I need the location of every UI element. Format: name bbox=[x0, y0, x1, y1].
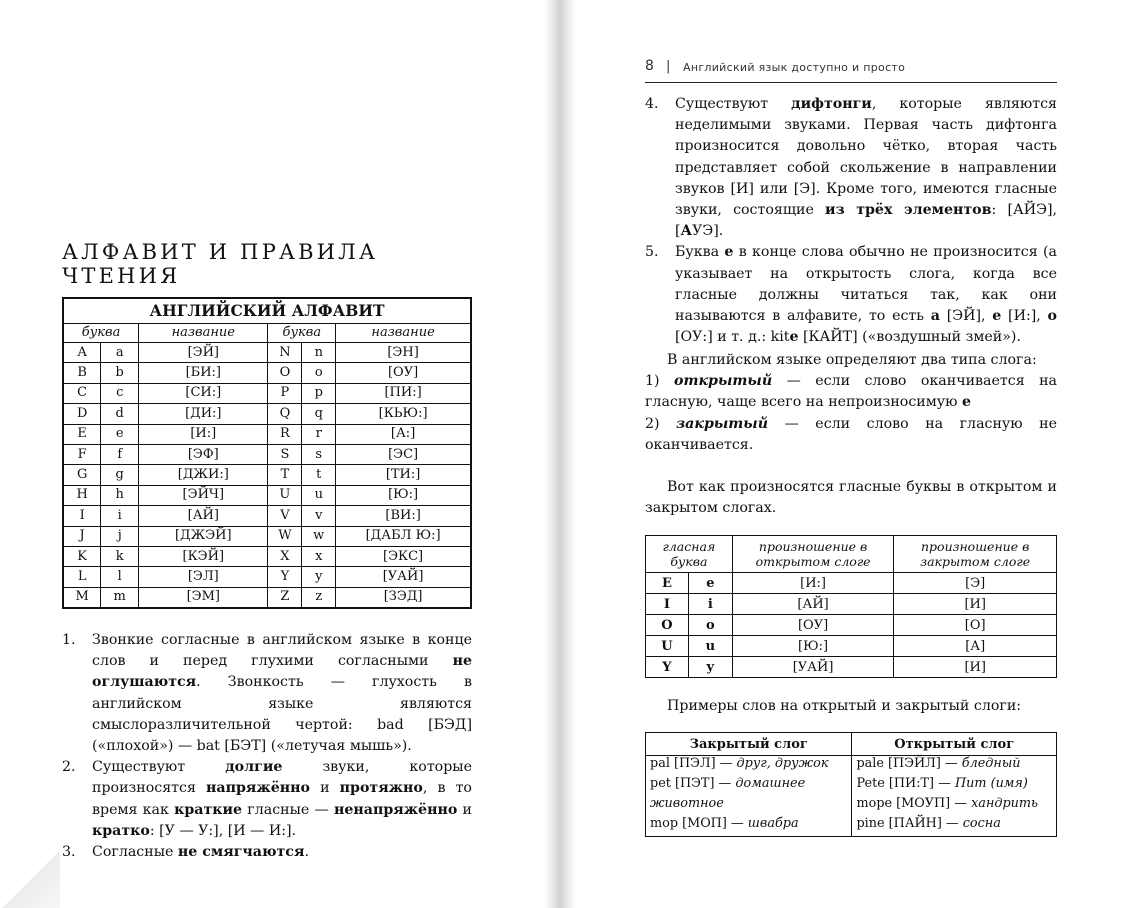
book-title: Английский язык доступно и просто bbox=[683, 61, 906, 74]
header-letter: буква bbox=[63, 324, 139, 343]
examples-table bbox=[645, 732, 1057, 837]
alphabet-cell: y bbox=[302, 567, 336, 587]
reading-rules-list-continued bbox=[645, 94, 1057, 348]
alphabet-row bbox=[63, 587, 471, 608]
alphabet-table bbox=[62, 297, 472, 609]
alphabet-cell: I bbox=[63, 506, 101, 526]
example-meaning: хандрить bbox=[971, 796, 1039, 811]
alphabet-cell: l bbox=[101, 567, 139, 587]
alphabet-cell: O bbox=[268, 363, 302, 383]
list-number: 4. bbox=[645, 96, 659, 112]
list-number: 5. bbox=[645, 244, 659, 261]
text-run: 1) bbox=[645, 373, 674, 390]
alphabet-cell: i bbox=[101, 506, 139, 526]
example-row bbox=[646, 776, 1057, 796]
header-open-syllable: Открытый слог bbox=[852, 733, 1057, 756]
alphabet-cell: S bbox=[268, 444, 302, 464]
text-run: , в то время как bbox=[92, 780, 472, 818]
emphasis-text: закрытый bbox=[676, 415, 769, 432]
alphabet-cell: N bbox=[268, 343, 302, 363]
text-run: [ЭЙ], bbox=[939, 308, 993, 325]
bold-text: кратко bbox=[92, 822, 150, 839]
list-item bbox=[62, 630, 472, 757]
alphabet-cell: [ОУ] bbox=[336, 363, 471, 383]
page-number: 8 bbox=[645, 58, 654, 74]
vowel-cell: U bbox=[646, 636, 689, 657]
vowel-cell: u bbox=[688, 636, 732, 657]
example-transcription: [МОУП] — bbox=[892, 796, 972, 811]
text-run: , которые являются неделимыми звуками. Первая часть дифтонга произносится довольно чётко, вторая часть представляет собой скольжение в направлении звуков [И] или [Э]. Кроме того, имеются гласные звуки, состоящие bbox=[675, 96, 1057, 219]
vowel-cell: E bbox=[646, 573, 689, 594]
alphabet-row bbox=[63, 363, 471, 383]
example-meaning: животное bbox=[650, 796, 724, 811]
alphabet-cell: Z bbox=[268, 587, 302, 608]
alphabet-cell: P bbox=[268, 383, 302, 403]
text-run: . bbox=[304, 844, 309, 861]
bold-text: ненапряжённо bbox=[333, 801, 458, 818]
alphabet-cell: K bbox=[63, 546, 101, 566]
alphabet-cell: [ПИ:] bbox=[336, 383, 471, 403]
alphabet-table-caption: АНГЛИЙСКИЙ АЛФАВИТ bbox=[63, 298, 471, 324]
text-run: звуки, которые произносятся bbox=[92, 759, 472, 797]
alphabet-cell: s bbox=[302, 444, 336, 464]
alphabet-cell: Y bbox=[268, 567, 302, 587]
chapter-title: АЛФАВИТ И ПРАВИЛА ЧТЕНИЯ bbox=[62, 240, 379, 288]
vowel-row bbox=[646, 573, 1057, 594]
alphabet-cell: [ЭН] bbox=[336, 343, 471, 363]
header-name: название bbox=[336, 324, 471, 343]
example-cell bbox=[646, 796, 852, 816]
alphabet-row bbox=[63, 567, 471, 587]
alphabet-cell: g bbox=[101, 465, 139, 485]
text-run: и bbox=[457, 801, 472, 818]
alphabet-row bbox=[63, 546, 471, 566]
bold-text: не оглушаются bbox=[92, 653, 472, 691]
text-run: — если слово на гласную не оканчивается. bbox=[645, 415, 1058, 453]
alphabet-row bbox=[63, 444, 471, 464]
vowel-cell: [И] bbox=[894, 657, 1057, 678]
alphabet-cell: [А:] bbox=[336, 424, 471, 444]
alphabet-cell: M bbox=[63, 587, 101, 608]
alphabet-cell: T bbox=[268, 465, 302, 485]
alphabet-row bbox=[63, 485, 471, 505]
bold-text: краткие bbox=[174, 801, 243, 818]
page-corner bbox=[0, 838, 60, 908]
vowel-cell: I bbox=[646, 594, 689, 615]
vowel-row bbox=[646, 657, 1057, 678]
alphabet-cell: [СИ:] bbox=[139, 383, 268, 403]
example-meaning: швабра bbox=[747, 816, 799, 831]
bold-text: e bbox=[961, 394, 971, 411]
example-transcription: [ПЭЙЛ] — bbox=[883, 756, 962, 771]
alphabet-cell: x bbox=[302, 546, 336, 566]
text-run: : [АЙЭ], [ bbox=[675, 202, 1058, 240]
alphabet-cell: p bbox=[302, 383, 336, 403]
emphasis-text: открытый bbox=[673, 373, 773, 390]
alphabet-cell: [ЭЛ] bbox=[139, 567, 268, 587]
example-cell bbox=[852, 776, 1057, 796]
bold-text: e bbox=[992, 308, 1002, 325]
text-run: Существуют bbox=[675, 96, 792, 112]
running-header bbox=[645, 58, 1057, 83]
alphabet-cell: [АЙ] bbox=[139, 506, 268, 526]
alphabet-row bbox=[63, 526, 471, 546]
alphabet-cell: c bbox=[101, 383, 139, 403]
bold-text: из трёх элементов bbox=[825, 202, 992, 219]
alphabet-cell: [ДАБЛ Ю:] bbox=[336, 526, 471, 546]
list-number: 2. bbox=[62, 759, 76, 776]
text-run: . Звонкость — глухость в английском языке являются смыслоразличительной чертой: bad [БЭД] («плохой») — bat [БЭТ] («летучая мышь»). bbox=[92, 674, 472, 755]
example-cell bbox=[852, 756, 1057, 777]
alphabet-cell: d bbox=[101, 404, 139, 424]
text-run: и bbox=[309, 780, 340, 797]
header-letter: буква bbox=[268, 324, 336, 343]
alphabet-cell: f bbox=[101, 444, 139, 464]
alphabet-cell: a bbox=[101, 343, 139, 363]
alphabet-cell: [ЭЙ] bbox=[139, 343, 268, 363]
vowel-cell: y bbox=[688, 657, 732, 678]
header-open: произношение в открытом слоге bbox=[732, 536, 894, 573]
text-run: гласные — bbox=[242, 801, 334, 818]
alphabet-cell: H bbox=[63, 485, 101, 505]
text-run: в конце слова обычно не произносится (а указывает на открытость слога, когда все гласные должны читаться так, как они называются в алфавите, то есть bbox=[675, 244, 1057, 325]
alphabet-cell: W bbox=[268, 526, 302, 546]
example-word: pal bbox=[650, 756, 670, 771]
syllable-types-paragraph bbox=[645, 350, 1057, 456]
alphabet-cell: q bbox=[302, 404, 336, 424]
alphabet-row bbox=[63, 424, 471, 444]
example-cell bbox=[646, 756, 852, 777]
alphabet-cell: [УАЙ] bbox=[336, 567, 471, 587]
alphabet-cell: [ВИ:] bbox=[336, 506, 471, 526]
alphabet-cell: h bbox=[101, 485, 139, 505]
alphabet-cell: k bbox=[101, 546, 139, 566]
list-number: 3. bbox=[62, 844, 76, 861]
example-word: pine bbox=[856, 816, 885, 831]
alphabet-cell: t bbox=[302, 465, 336, 485]
bold-text: не смягчаются bbox=[177, 844, 305, 861]
vowel-cell: [О] bbox=[894, 615, 1057, 636]
text-run: Звонкие согласные в английском языке в конце слов и перед глухими согласными bbox=[92, 632, 472, 670]
text-run: УЭ]. bbox=[692, 223, 724, 240]
bold-text: дифтонги bbox=[791, 96, 872, 112]
text-run: [КАЙТ] («воздушный змей»). bbox=[798, 329, 1021, 346]
example-transcription: [ПЭЛ] — bbox=[669, 756, 737, 771]
example-cell bbox=[646, 776, 852, 796]
text-run: 2) bbox=[645, 415, 677, 432]
alphabet-row bbox=[63, 506, 471, 526]
alphabet-row bbox=[63, 465, 471, 485]
example-word: mop bbox=[650, 816, 679, 831]
alphabet-cell: A bbox=[63, 343, 101, 363]
list-item bbox=[62, 757, 472, 842]
example-row bbox=[646, 796, 1057, 816]
text-run: [ОУ:] и т. д.: kit bbox=[675, 329, 790, 346]
alphabet-cell: [ЭФ] bbox=[139, 444, 268, 464]
example-meaning: сосна bbox=[962, 816, 1001, 831]
vowel-cell: o bbox=[688, 615, 732, 636]
alphabet-cell: V bbox=[268, 506, 302, 526]
alphabet-cell: [ЭМ] bbox=[139, 587, 268, 608]
alphabet-cell: [ЭЙЧ] bbox=[139, 485, 268, 505]
example-cell bbox=[852, 796, 1057, 816]
example-transcription: [МОП] — bbox=[678, 816, 748, 831]
text-run: Буква bbox=[675, 244, 725, 261]
alphabet-cell: w bbox=[302, 526, 336, 546]
alphabet-cell: u bbox=[302, 485, 336, 505]
alphabet-cell: Q bbox=[268, 404, 302, 424]
alphabet-cell: L bbox=[63, 567, 101, 587]
text-run: В английском языке определяют два типа слога: bbox=[667, 352, 1037, 368]
vowel-cell: Y bbox=[646, 657, 689, 678]
alphabet-cell: D bbox=[63, 404, 101, 424]
header-name: название bbox=[139, 324, 268, 343]
text-run: Согласные bbox=[92, 844, 178, 861]
vowel-row bbox=[646, 594, 1057, 615]
list-number: 1. bbox=[62, 632, 76, 648]
alphabet-cell: n bbox=[302, 343, 336, 363]
alphabet-cell: F bbox=[63, 444, 101, 464]
example-word: mope bbox=[856, 796, 893, 811]
example-word: pale bbox=[856, 756, 884, 771]
alphabet-cell: [ТИ:] bbox=[336, 465, 471, 485]
example-transcription: [ПЭТ] — bbox=[670, 776, 736, 791]
text-run: : [У — У:], [И — И:]. bbox=[149, 822, 297, 839]
alphabet-cell: z bbox=[302, 587, 336, 608]
alphabet-cell: X bbox=[268, 546, 302, 566]
vowel-cell: [И:] bbox=[732, 573, 894, 594]
example-meaning: домашнее bbox=[735, 776, 806, 791]
vowel-cell: [И] bbox=[894, 594, 1057, 615]
example-transcription: [ПИ:Т] — bbox=[884, 776, 955, 791]
alphabet-cell: [КЭЙ] bbox=[139, 546, 268, 566]
alphabet-cell: [ЗЭД] bbox=[336, 587, 471, 608]
vowel-cell: [ОУ] bbox=[732, 615, 894, 636]
vowel-cell: i bbox=[688, 594, 732, 615]
text-run: [И:], bbox=[1001, 308, 1048, 325]
list-item bbox=[645, 94, 1057, 242]
alphabet-cell: [И:] bbox=[139, 424, 268, 444]
alphabet-cell: [ЭС] bbox=[336, 444, 471, 464]
vowel-row bbox=[646, 636, 1057, 657]
header-closed: произношение в закрытом слоге bbox=[894, 536, 1057, 573]
bold-text: А bbox=[680, 223, 693, 240]
alphabet-cell: R bbox=[268, 424, 302, 444]
alphabet-cell: U bbox=[268, 485, 302, 505]
alphabet-row bbox=[63, 343, 471, 363]
vowels-table bbox=[645, 535, 1057, 678]
alphabet-cell: E bbox=[63, 424, 101, 444]
bold-text: напряжённо bbox=[206, 780, 310, 797]
alphabet-cell: [БИ:] bbox=[139, 363, 268, 383]
bold-text: a bbox=[930, 308, 940, 325]
alphabet-cell: B bbox=[63, 363, 101, 383]
vowel-cell: O bbox=[646, 615, 689, 636]
book-spine bbox=[545, 0, 575, 908]
alphabet-cell: G bbox=[63, 465, 101, 485]
vowel-cell: e bbox=[688, 573, 732, 594]
list-item bbox=[645, 242, 1057, 348]
text-run: Существуют bbox=[92, 759, 226, 776]
vowel-cell: [Ю:] bbox=[732, 636, 894, 657]
alphabet-cell: o bbox=[302, 363, 336, 383]
bold-text: протяжно bbox=[339, 780, 423, 797]
reading-rules-list bbox=[62, 630, 472, 863]
header-closed-syllable: Закрытый слог bbox=[646, 733, 852, 756]
alphabet-cell: j bbox=[101, 526, 139, 546]
text-run: — если слово оканчивается на гласную, чаще всего на непроизносимую bbox=[645, 373, 1057, 411]
alphabet-row bbox=[63, 404, 471, 424]
alphabet-cell: J bbox=[63, 526, 101, 546]
alphabet-cell: [ЭКС] bbox=[336, 546, 471, 566]
example-row bbox=[646, 756, 1057, 777]
vowel-row bbox=[646, 615, 1057, 636]
alphabet-cell: C bbox=[63, 383, 101, 403]
vowels-intro: Вот как произносятся гласные буквы в открытом и закрытом слогах. bbox=[645, 479, 1057, 517]
alphabet-cell: [ДЖЭЙ] bbox=[139, 526, 268, 546]
example-cell bbox=[852, 816, 1057, 837]
example-cell bbox=[646, 816, 852, 837]
alphabet-cell: [ДЖИ:] bbox=[139, 465, 268, 485]
alphabet-cell: e bbox=[101, 424, 139, 444]
alphabet-cell: b bbox=[101, 363, 139, 383]
alphabet-cell: [ДИ:] bbox=[139, 404, 268, 424]
alphabet-cell: [Ю:] bbox=[336, 485, 471, 505]
bold-text: o bbox=[1047, 308, 1058, 325]
vowel-cell: [А] bbox=[894, 636, 1057, 657]
bold-text: e bbox=[789, 329, 799, 346]
example-word: Pete bbox=[856, 776, 885, 791]
examples-intro: Примеры слов на открытый и закрытый слоги: bbox=[667, 698, 1022, 714]
header-vowel: гласная буква bbox=[646, 536, 733, 573]
example-meaning: Пит (имя) bbox=[954, 776, 1028, 791]
example-transcription: [ПАЙН] — bbox=[884, 816, 963, 831]
example-row bbox=[646, 816, 1057, 837]
alphabet-row bbox=[63, 383, 471, 403]
vowel-cell: [УАЙ] bbox=[732, 657, 894, 678]
alphabet-cell: r bbox=[302, 424, 336, 444]
example-meaning: бледный bbox=[961, 756, 1021, 771]
bold-text: долгие bbox=[225, 759, 283, 776]
example-meaning: друг, дружок bbox=[736, 756, 829, 771]
alphabet-cell: v bbox=[302, 506, 336, 526]
vowel-cell: [Э] bbox=[894, 573, 1057, 594]
bold-text: e bbox=[724, 244, 734, 261]
vowel-cell: [АЙ] bbox=[732, 594, 894, 615]
list-item bbox=[62, 842, 472, 863]
example-word: pet bbox=[650, 776, 671, 791]
alphabet-cell: [КЬЮ:] bbox=[336, 404, 471, 424]
header-separator: | bbox=[666, 59, 671, 74]
alphabet-cell: m bbox=[101, 587, 139, 608]
